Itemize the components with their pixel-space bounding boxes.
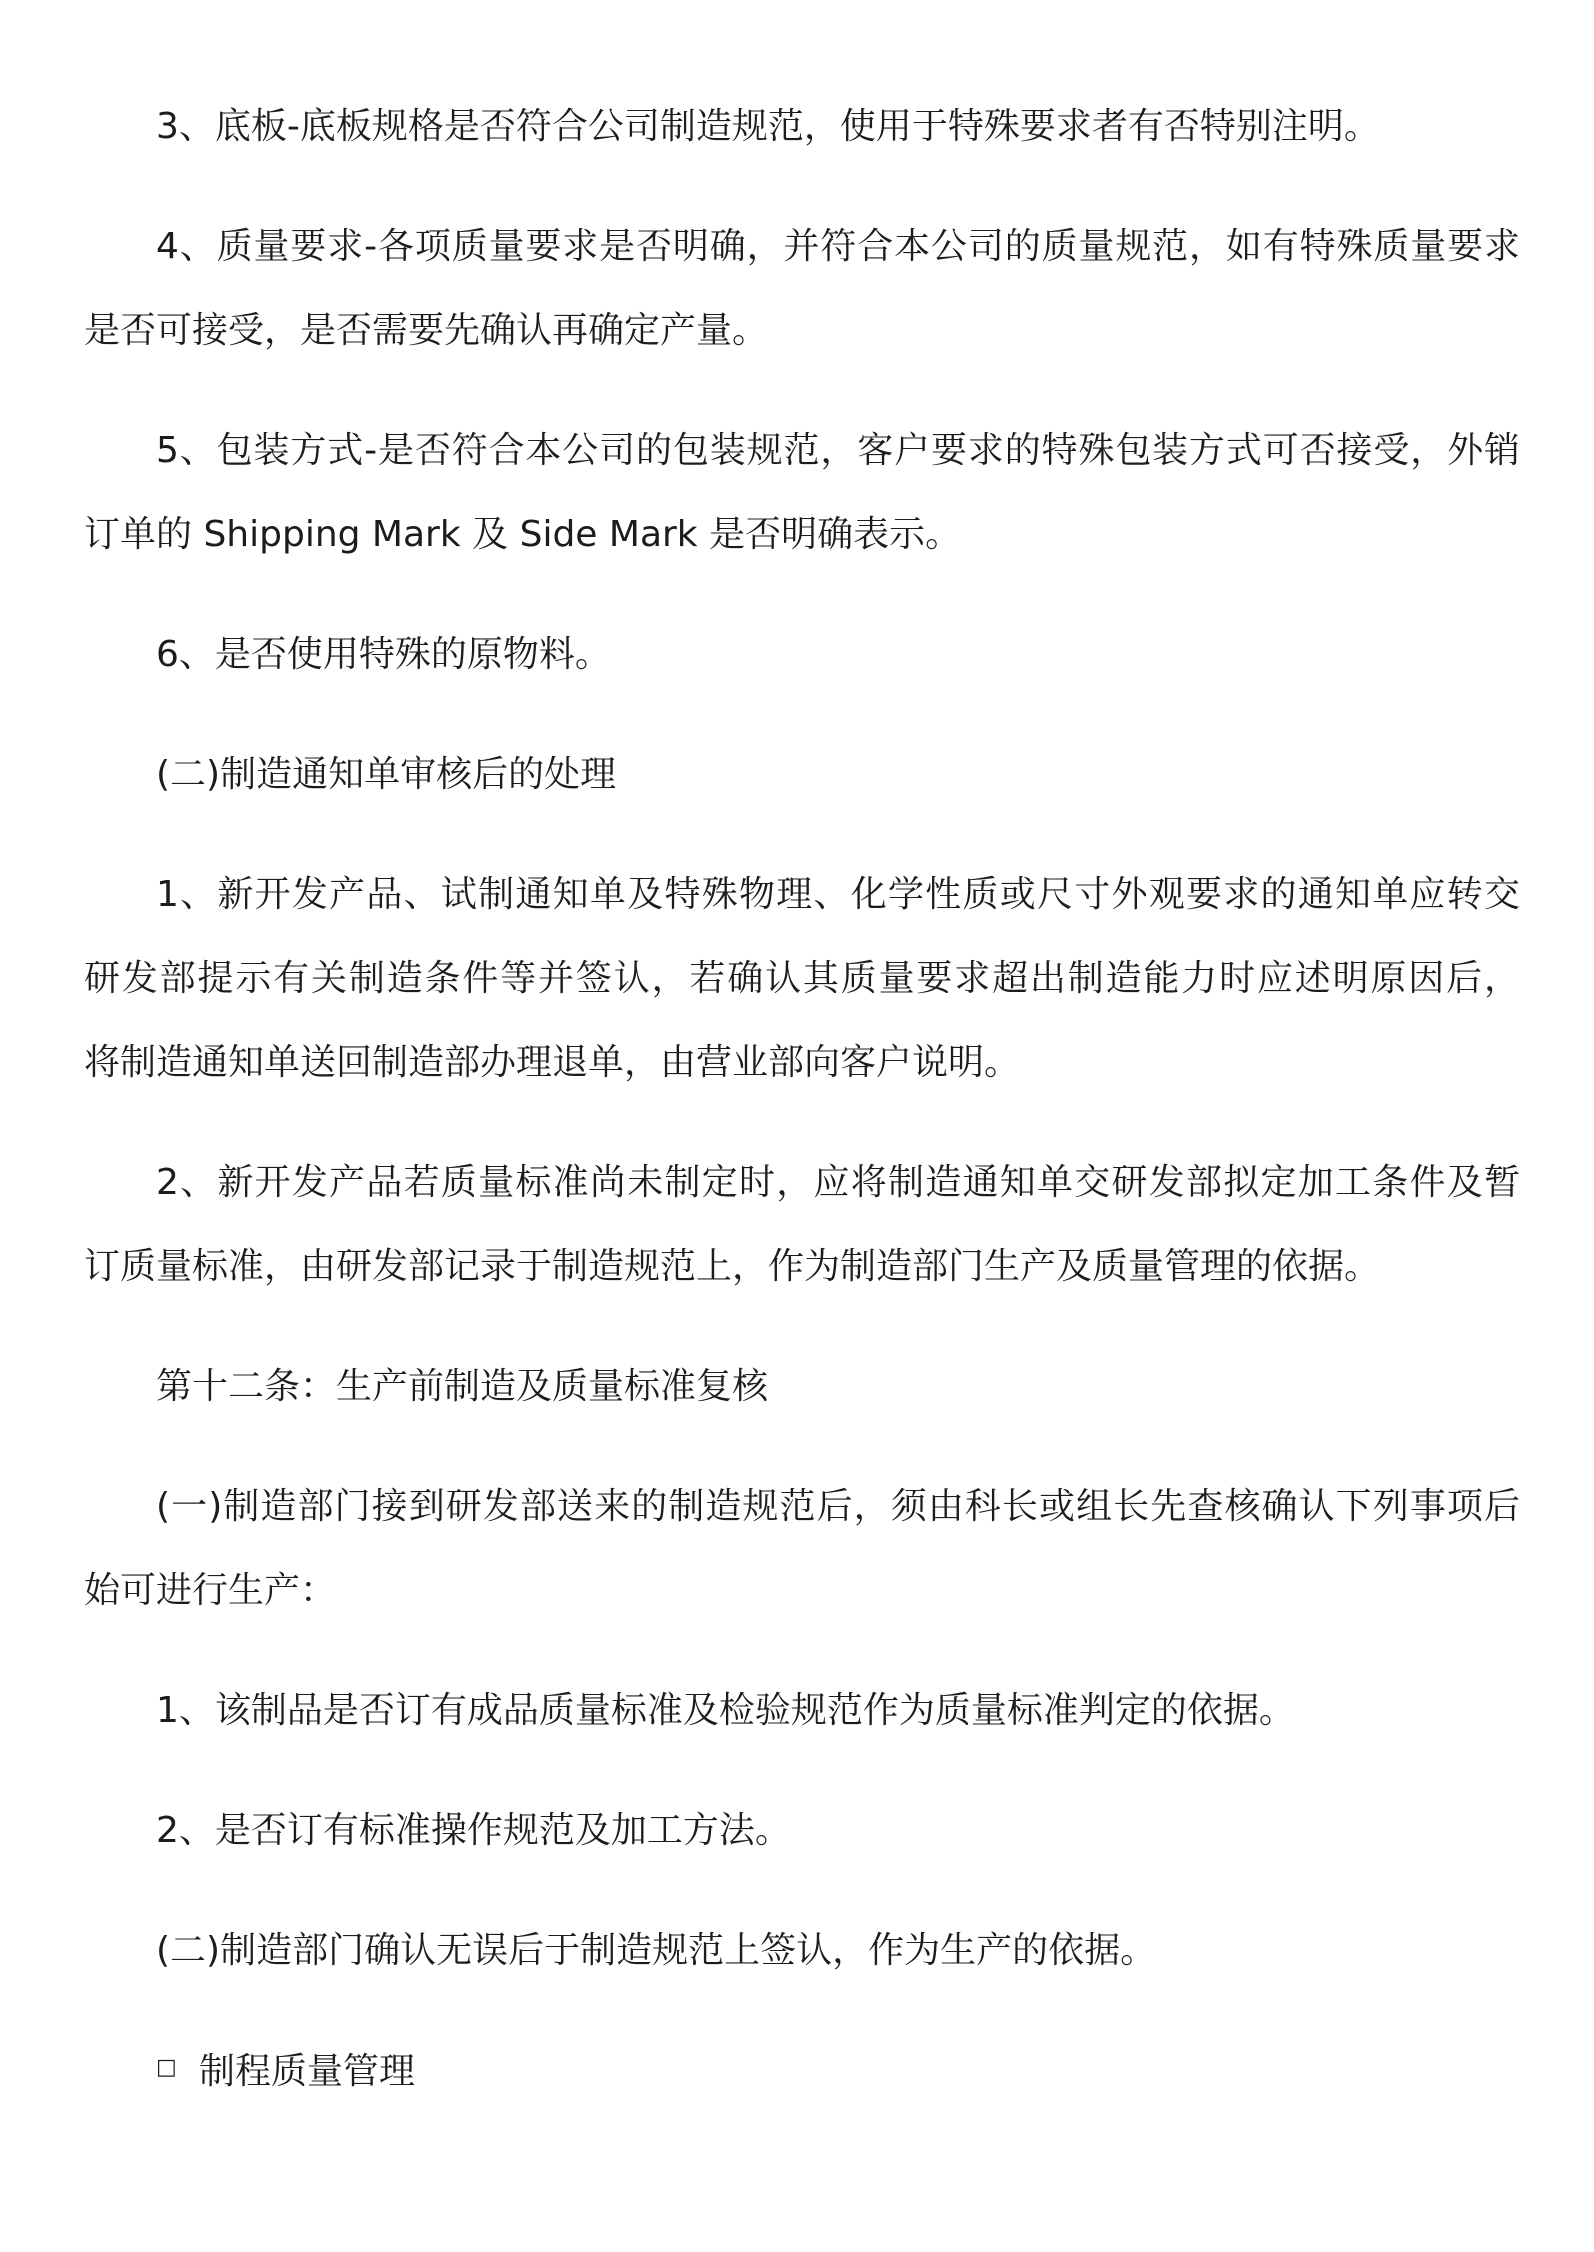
subsection-title: (二)制造通知单审核后的处理 bbox=[156, 754, 617, 795]
section-heading-text: 制程质量管理 bbox=[199, 2051, 416, 2092]
paragraph-line: 2、是否订有标准操作规范及加工方法。 bbox=[156, 1810, 791, 1851]
paragraph-line: 1、该制品是否订有成品质量标准及检验规范作为质量标准判定的依据。 bbox=[156, 1690, 1295, 1731]
paragraph-line: 5、包装方式-是否符合本公司的包装规范，客户要求的特殊包装方式可否接受，外销 bbox=[156, 430, 1520, 471]
paragraph-line: (二)制造部门确认无误后于制造规范上签认，作为生产的依据。 bbox=[156, 1930, 1157, 1971]
subsection-1-pre-production-check bbox=[84, 1465, 1520, 1633]
paragraph-line: 将制造通知单送回制造部办理退单，由营业部向客户说明。 bbox=[84, 1042, 1021, 1083]
item-3-base-board bbox=[84, 85, 1520, 169]
paragraph-line: 研发部提示有关制造条件等并签认，若确认其质量要求超出制造能力时应述明原因后， bbox=[84, 958, 1520, 999]
paragraph-line: (一)制造部门接到研发部送来的制造规范后，须由科长或组长先查核确认下列事项后 bbox=[156, 1486, 1520, 1527]
paragraph-line: 4、质量要求-各项质量要求是否明确，并符合本公司的质量规范，如有特殊质量要求 bbox=[156, 226, 1520, 267]
section-heading-process-quality bbox=[84, 2029, 1520, 2113]
paragraph-line: 6、是否使用特殊的原物料。 bbox=[156, 634, 611, 675]
item-1-new-product-notice bbox=[84, 853, 1520, 1105]
paragraph-line: 2、新开发产品若质量标准尚未制定时，应将制造通知单交研发部拟定加工条件及暂 bbox=[156, 1162, 1520, 1203]
paragraph-line: 3、底板-底板规格是否符合公司制造规范，使用于特殊要求者有否特别注明。 bbox=[156, 106, 1380, 147]
item-6-raw-materials bbox=[84, 613, 1520, 697]
paragraph-line: 是否可接受，是否需要先确认再确定产量。 bbox=[84, 310, 769, 351]
item-4-quality-requirements bbox=[84, 205, 1520, 373]
section-heading-line bbox=[84, 2029, 1520, 2113]
paragraph-line: 订质量标准，由研发部记录于制造规范上，作为制造部门生产及质量管理的依据。 bbox=[84, 1246, 1381, 1287]
item-5-packaging bbox=[84, 409, 1520, 577]
item-2-operating-standard bbox=[84, 1789, 1520, 1873]
subsection-2-sign-off bbox=[84, 1909, 1520, 1993]
item-2-undefined-quality-standard bbox=[84, 1141, 1520, 1309]
subsection-2-post-review-handling bbox=[84, 733, 1520, 817]
paragraph-line: 始可进行生产： bbox=[84, 1570, 337, 1611]
item-1-inspection-standard bbox=[84, 1669, 1520, 1753]
square-bullet-icon: □ bbox=[156, 2055, 177, 2080]
paragraph-line: 1、新开发产品、试制通知单及特殊物理、化学性质或尺寸外观要求的通知单应转交 bbox=[156, 874, 1520, 915]
article-12-heading bbox=[84, 1345, 1520, 1429]
article-title: 第十二条：生产前制造及质量标准复核 bbox=[156, 1366, 769, 1407]
paragraph-line: 订单的 Shipping Mark 及 Side Mark 是否明确表示。 bbox=[84, 514, 962, 555]
document-body bbox=[84, 85, 1520, 2113]
